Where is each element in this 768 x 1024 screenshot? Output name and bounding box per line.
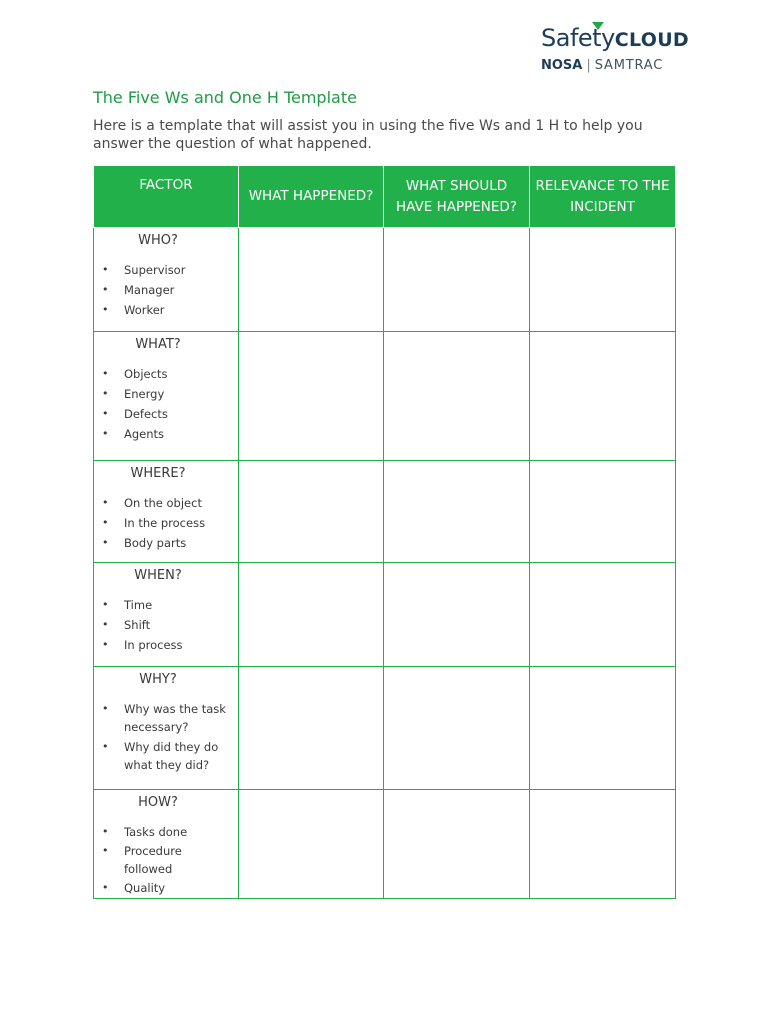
list-item: • In the process [124,514,232,532]
table-row-what [94,332,676,461]
what-happened-cell[interactable] [239,461,384,563]
relevance-cell[interactable] [530,790,676,899]
factor-list [98,365,232,443]
relevance-cell[interactable] [530,563,676,667]
what-should-have-happened-cell[interactable] [384,332,530,461]
list-item: • Energy [124,385,232,403]
safetycloud-logo [541,24,690,78]
list-item: • Why did they do what they did? [124,738,232,774]
relevance-cell[interactable] [530,461,676,563]
what-should-have-happened-cell[interactable] [384,667,530,790]
list-item: • Agents [124,425,232,443]
table-row-where [94,461,676,563]
list-item: • Why was the task necessary? [124,700,232,736]
intro-paragraph: Here is a template that will assist you in using the five Ws and 1 H to help you answer the question of what happened. [93,118,643,152]
factor-list [98,823,232,897]
table-row-who [94,228,676,332]
row-heading: WHY? [139,672,177,687]
what-should-have-happened-cell[interactable] [384,790,530,899]
row-heading: HOW? [138,795,178,810]
factor-cell [94,228,239,332]
list-item: • Defects [124,405,232,423]
list-item: • Worker [124,301,232,319]
table-row-how [94,790,676,899]
logo-samtrac: SAMTRAC [594,58,664,73]
factor-cell [94,790,239,899]
factor-list [98,261,232,319]
list-item: • Tasks done [124,823,232,841]
relevance-cell[interactable] [530,228,676,332]
relevance-cell[interactable] [530,332,676,461]
list-item: • Body parts [124,534,232,552]
five-ws-table [93,165,676,899]
table-row-why [94,667,676,790]
what-should-have-happened-cell[interactable] [384,461,530,563]
relevance-cell[interactable] [530,667,676,790]
what-happened-cell[interactable] [239,228,384,332]
logo-org-line [541,58,663,73]
list-item: • On the object [124,494,232,512]
table-row-when [94,563,676,667]
factor-list [98,700,232,774]
list-item: • Time [124,596,232,614]
column-header-relevance: RELEVANCE TO THE INCIDENT [530,166,676,228]
logo-separator: | [586,58,591,73]
what-happened-cell[interactable] [239,790,384,899]
factor-cell [94,667,239,790]
logo-brand-safety: Safety [541,24,615,52]
factor-cell [94,332,239,461]
list-item: • Shift [124,616,232,634]
row-heading: WHAT? [135,337,181,352]
table-header-row [94,166,676,228]
factor-list [98,596,232,654]
what-should-have-happened-cell[interactable] [384,228,530,332]
cloud-mark-icon [592,22,604,30]
list-item: • Manager [124,281,232,299]
list-item: • Supervisor [124,261,232,279]
factor-cell [94,461,239,563]
list-item: • Quality [124,879,232,897]
list-item: • Procedure followed [124,842,232,878]
list-item: • In process [124,636,232,654]
what-should-have-happened-cell[interactable] [384,563,530,667]
what-happened-cell[interactable] [239,332,384,461]
row-heading: WHERE? [130,466,186,481]
logo-brand-cloud: CLOUD [614,29,690,51]
row-heading: WHEN? [134,568,182,583]
what-happened-cell[interactable] [239,667,384,790]
factor-cell [94,563,239,667]
what-happened-cell[interactable] [239,563,384,667]
row-heading: WHO? [138,233,178,248]
column-header-factor: FACTOR [94,166,239,228]
column-header-what-should-have-happened: WHAT SHOULD HAVE HAPPENED? [384,166,530,228]
factor-list [98,494,232,552]
logo-wordmark [541,24,689,54]
list-item: • Objects [124,365,232,383]
logo-nosa: NOSA [541,58,583,73]
page-title: The Five Ws and One H Template [93,88,357,107]
column-header-what-happened: WHAT HAPPENED? [239,166,384,228]
